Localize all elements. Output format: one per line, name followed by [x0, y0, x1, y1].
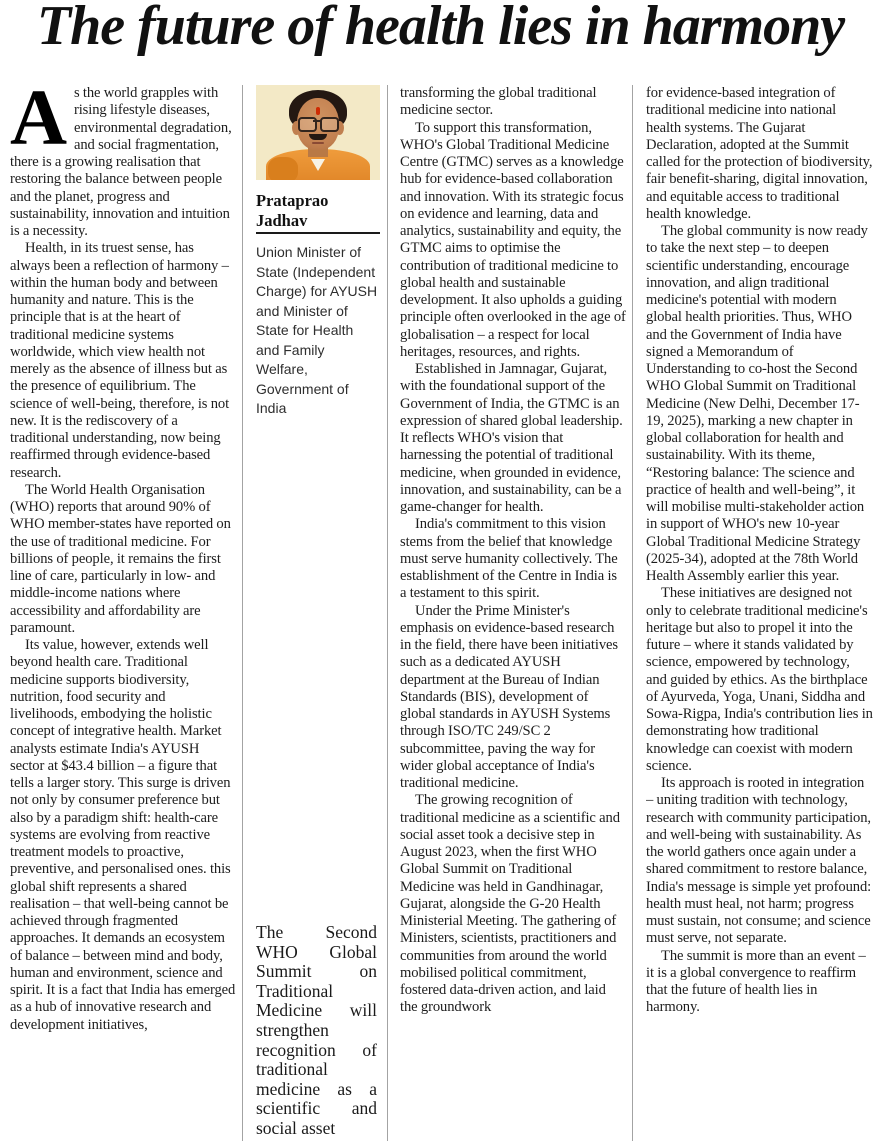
paragraph: Health, in its truest sense, has always been a reflection of harmony – within the human body and between humanity and nature. This is the principle that is at the heart of traditional medicine systems worldwide, which view health not merely as the absence of illness but as the presence of equilibrium. The science of well-being, therefore, is not new. It is the rediscovery of a traditional understanding, now being reaffirmed through evidence-based research. — [10, 240, 230, 481]
drop-cap: A — [10, 85, 67, 162]
text-column-1 — [10, 85, 236, 1141]
paragraph-text: s the world grapples with rising lifestyle diseases, environmental degradation, and social fragmentation, there is a growing realisation that restoring the balance between people and the planet, progress and sustainability, innovation and intuition is a necessity. — [10, 85, 232, 239]
paragraph: Its approach is rooted in integration – uniting tradition with technology, research with community participation, and well-being with sustainability. As the world gathers once again under a shared commitment to restore balance, India's message is simple yet profound: health must heal, not harm; progress must sustain, not consume; and science must serve, not separate. — [646, 775, 872, 947]
article-title: The future of health lies in harmony — [36, 0, 845, 57]
byline-role: Union Minister of State (Independent Charge) for AYUSH and Minister of State for Health and Family Welfare, Government of India — [256, 244, 378, 416]
column-divider-1 — [242, 85, 243, 1141]
paragraph: Under the Prime Minister's emphasis on evidence-based research in the field, there have been initiatives such as a dedicated AYUSH department at the Bureau of Indian Standards (BIS), development of global standards in AYUSH Systems through ISO/TC 249/SC 2 subcommittee, paving the way for wider global acceptance of India's traditional medicine. — [400, 602, 618, 791]
paragraph: Established in Jamnagar, Gujarat, with the foundational support of the Government of India, the GTMC is an expression of shared global leadership. It reflects WHO's vision that harnessing the potential of traditional medicine, when grounded in evidence, innovation, and sustainability, can be a game-changer for health. — [400, 361, 623, 515]
column-divider-2 — [387, 85, 388, 1141]
photo-mouth-shape — [312, 142, 324, 144]
pull-quote: The Second WHO Global Summit on Traditional Medicine will strengthen recognition of traditional medicine as a scientific and social asset — [256, 922, 377, 1138]
photo-glasses-right-lens — [320, 117, 339, 132]
photo-tilak-shape — [316, 107, 320, 115]
paragraph: The growing recognition of traditional medicine as a scientific and social asset took a decisive step in August 2023, when the first WHO Global Summit on Traditional Medicine was held in Gandhinagar, Gujarat, alongside the G-20 Health Ministerial Meeting. The gathering of Ministers, scientists, practitioners and communities from around the world mobilised political commitment, fostered data-driven action, and laid the groundwork — [400, 792, 620, 1016]
photo-scarf-shape — [268, 157, 298, 180]
paragraph: These initiatives are designed not only to celebrate traditional medicine's heritage but also to propel it into the future – where it stands validated by science, empowered by technology, and guided by ethics. As the birthplace of Ayurveda, Yoga, Unani, Siddha and Sowa-Rigpa, India's contribution lies in demonstrating how traditional knowledge can coexist with modern science. — [646, 585, 873, 774]
paragraph — [10, 85, 236, 240]
text-column-3 — [400, 85, 626, 1141]
paragraph: The summit is more than an event – it is a global convergence to reaffirm that the future of health lies in harmony. — [646, 947, 866, 1016]
text-column-4 — [646, 85, 873, 1141]
paragraph: The global community is now ready to take the next step – to deepen scientific understanding, encourage innovation, and align traditional medicine's potential with modern global health priorities. Thus, WHO and the Government of India have signed a Memorandum of Understanding to co-host the Second WHO Global Summit on Traditional Medicine (New Delhi, December 17-19, 2025), marking a new chapter in global collaboration for health and sustainability. With its theme, “Restoring balance: The science and practice of health and well-being”, it will mobilise multi-stakeholder action in support of WHO's new 10-year Global Traditional Medicine Strategy (2025-34), adopted at the 78th World Health Assembly earlier this year. — [646, 223, 868, 584]
paragraph: transforming the global traditional medicine sector. — [400, 85, 597, 119]
paragraph: Its value, however, extends well beyond health care. Traditional medicine supports biodiversity, nutrition, food security and livelihoods, embodying the holistic concept of integrative health. Market analysts estimate India's AYUSH sector at $43.4 billion – a figure that tells a larger story. This surge is driven not only by consumer preference but also by a paradigm shift: health-care systems are evolving from reactive treatment models to proactive, preventive, and personalised ones. this global shift represents a shared realisation – that well-being cannot be achieved through fragmented approaches. It demands an ecosystem of balance – between mind and body, human and environment, science and spirit. It is a fact that India has emerged as a hub of innovative research and development initiatives, — [10, 637, 236, 1033]
paragraph: To support this transformation, WHO's Global Traditional Medicine Centre (GTMC) serves as a knowledge hub for evidence-based collaboration and innovation. With its strategic focus on evidence and learning, data and analytics, sustainability and equity, the GTMC aims to optimise the contribution of traditional medicine to global health and sustainable development. It also upholds a guiding principle often overlooked in the age of globalisation – a respect for local heritages, resources, and rights. — [400, 119, 626, 360]
byline-name: Prataprao Jadhav — [256, 191, 380, 234]
paragraph: The World Health Organisation (WHO) reports that around 90% of WHO member-states have reported on the use of traditional medicine. For billions of people, it remains the first line of care, particularly in low- and middle-income nations where accessibility and affordability are paramount. — [10, 481, 231, 636]
portrait-photo — [256, 85, 380, 180]
byline-column — [256, 85, 380, 1141]
paragraph: for evidence-based integration of traditional medicine into national health systems. The Gujarat Declaration, adopted at the Summit called for the protection of biodiversity, fair benefit-sharing, digital innovation, and equitable access to traditional health knowledge. — [646, 85, 873, 222]
column-divider-3 — [632, 85, 633, 1141]
photo-glasses-bridge — [313, 120, 321, 122]
paragraph: India's commitment to this vision stems from the belief that knowledge must serve humanity collectively. The establishment of the Centre in India is a testament to this spirit. — [400, 516, 618, 602]
